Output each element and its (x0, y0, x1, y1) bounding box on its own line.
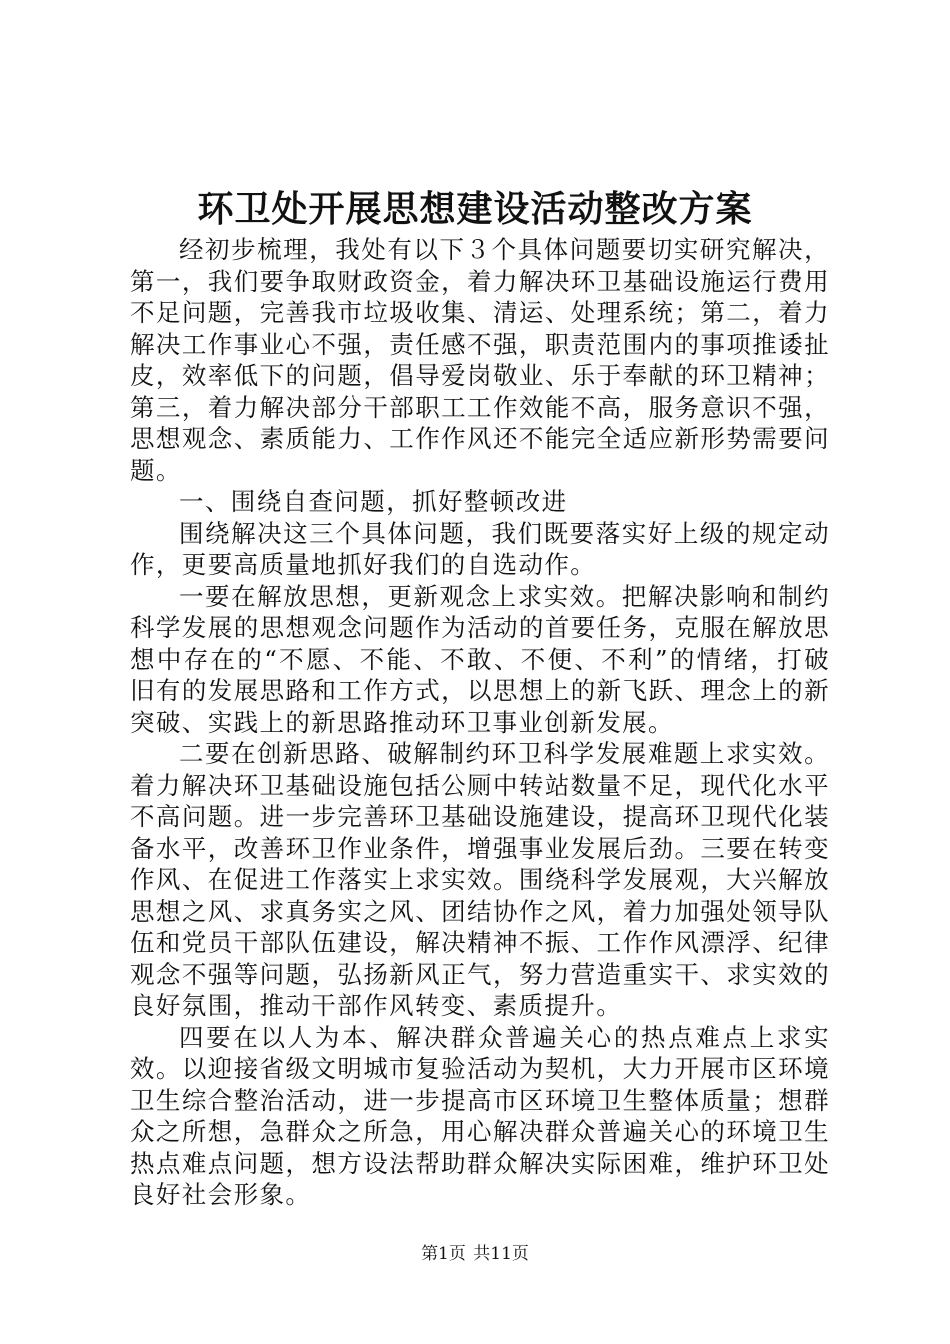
page-total: 共11页 (473, 1244, 529, 1264)
section-heading: 一、围绕自查问题，抓好整顿改进 (179, 487, 568, 516)
paragraph-intro: 经初步梳理，我处有以下３个具体问题要切实研究解决，第一，我们要争取财政资金，着力解决环卫基础设施运行费用不足问题，完善我市垃圾收集、清运、处理系统；第二，着力解决工作事业心不强，责任感不强，职责范围内的事项推诿扯皮，效率低下的问题，倡导爱岗敬业、乐于奉献的环卫精神；第三，着力解决部分干部职工工作效能不高，服务意识不强，思想观念、素质能力、工作作风还不能完全适应新形势需要问题。 (130, 235, 830, 485)
paragraph-point-four: 四要在以人为本、解决群众普遍关心的热点难点上求实效。以迎接省级文明城市复验活动为契机，大力开展市区环境卫生综合整治活动，进一步提高市区环境卫生整体质量；想群众之所想，急群众之所急，用心解决群众普遍关心的环境卫生热点难点问题，想方设法帮助群众解决实际困难，维护环卫处良好社会形象。 (130, 1022, 830, 1209)
document-title: 环卫处开展思想建设活动整改方案 (197, 188, 753, 230)
paragraph-overview: 围绕解决这三个具体问题，我们既要落实好上级的规定动作，更要高质量地抓好我们的自选动作。 (130, 518, 830, 579)
paragraph-point-one: 一要在解放思想，更新观念上求实效。把解决影响和制约科学发展的思想观念问题作为活动的首要任务，克服在解放思想中存在的“不愿、不能、不敢、不便、不利”的情绪，打破旧有的发展思路和工作方式，以思想上的新飞跃、理念上的新突破、实践上的新思路推动环卫事业创新发展。 (130, 581, 830, 737)
paragraph-point-two-three: 二要在创新思路、破解制约环卫科学发展难题上求实效。着力解决环卫基础设施包括公厕中转站数量不足，现代化水平不高问题。进一步完善环卫基础设施建设，提高环卫现代化装备水平，改善环卫作业条件，增强事业发展后劲。三要在转变作风、在促进工作落实上求实效。围绕科学发展观，大兴解放思想之风、求真务实之风、团结协作之风，着力加强处领导队伍和党员干部队伍建设，解决精神不振、工作作风漂浮、纪律观念不强等问题，弘扬新风正气，努力营造重实干、求实效的良好氛围，推动干部作风转变、素质提升。 (130, 739, 830, 1020)
page-number: 第1页 (421, 1244, 466, 1264)
document-body (130, 234, 830, 1211)
page-footer (0, 1243, 950, 1265)
